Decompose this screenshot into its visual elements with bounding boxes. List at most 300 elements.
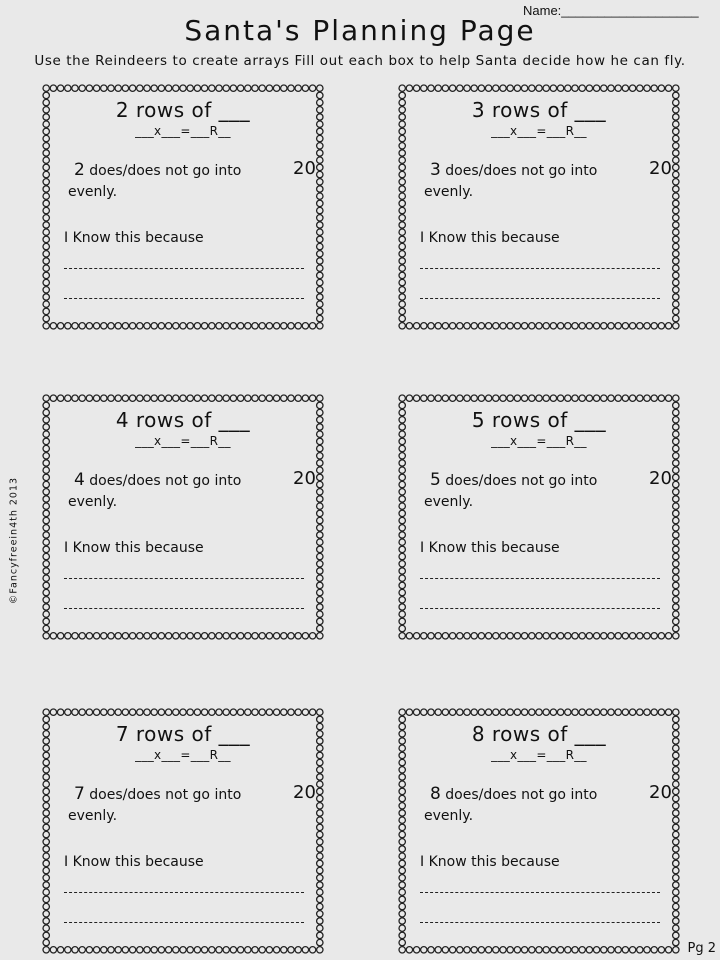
border-bead: [122, 709, 128, 715]
border-bead: [514, 323, 520, 329]
border-bead: [43, 889, 49, 895]
border-bead: [471, 709, 477, 715]
border-bead: [317, 85, 323, 91]
border-bead: [622, 323, 628, 329]
border-bead: [245, 395, 251, 401]
border-bead: [413, 395, 419, 401]
border-bead: [317, 460, 323, 466]
border-bead: [428, 947, 434, 953]
border-bead: [673, 474, 679, 480]
border-bead: [399, 867, 405, 873]
border-bead: [115, 323, 121, 329]
border-bead: [317, 308, 323, 314]
border-bead: [615, 323, 621, 329]
border-bead: [665, 947, 671, 953]
border-bead: [281, 633, 287, 639]
border-bead: [43, 911, 49, 917]
border-bead: [601, 633, 607, 639]
border-bead: [302, 85, 308, 91]
border-bead: [317, 236, 323, 242]
border-bead: [86, 323, 92, 329]
border-bead: [65, 323, 71, 329]
border-bead: [629, 947, 635, 953]
border-bead: [43, 164, 49, 170]
copyright-text: ©Fancyfreein4th 2013: [8, 476, 20, 605]
border-bead: [317, 575, 323, 581]
border-bead: [43, 395, 49, 401]
border-bead: [399, 258, 405, 264]
border-bead: [399, 918, 405, 924]
border-bead: [266, 947, 272, 953]
border-bead: [50, 709, 56, 715]
border-bead: [317, 925, 323, 931]
border-bead: [288, 947, 294, 953]
border-bead: [665, 85, 671, 91]
border-bead: [673, 625, 679, 631]
border-bead: [43, 265, 49, 271]
border-bead: [43, 525, 49, 531]
border-bead: [165, 85, 171, 91]
border-bead: [593, 709, 599, 715]
border-bead: [288, 709, 294, 715]
border-bead: [129, 633, 135, 639]
border-bead: [485, 395, 491, 401]
border-bead: [151, 947, 157, 953]
border-bead: [43, 839, 49, 845]
answer-line: [64, 608, 304, 609]
border-bead: [665, 633, 671, 639]
border-bead: [608, 85, 614, 91]
border-bead: [144, 323, 150, 329]
border-bead: [252, 633, 258, 639]
border-bead: [399, 947, 405, 953]
border-bead: [43, 788, 49, 794]
border-bead: [43, 315, 49, 321]
border-bead: [471, 85, 477, 91]
border-bead: [521, 633, 527, 639]
border-bead: [665, 709, 671, 715]
border-bead: [673, 925, 679, 931]
border-bead: [485, 947, 491, 953]
border-bead: [673, 279, 679, 285]
border-bead: [317, 215, 323, 221]
border-bead: [399, 503, 405, 509]
border-bead: [521, 947, 527, 953]
border-bead: [259, 633, 265, 639]
border-bead: [673, 222, 679, 228]
border-bead: [435, 85, 441, 91]
border-bead: [557, 947, 563, 953]
border-bead: [209, 395, 215, 401]
border-bead: [399, 193, 405, 199]
border-bead: [317, 251, 323, 257]
border-bead: [615, 633, 621, 639]
border-bead: [65, 395, 71, 401]
border-bead: [608, 947, 614, 953]
border-bead: [317, 207, 323, 213]
border-bead: [173, 947, 179, 953]
border-bead: [399, 589, 405, 595]
border-bead: [399, 489, 405, 495]
border-bead: [644, 947, 650, 953]
border-bead: [406, 395, 412, 401]
border-bead: [399, 633, 405, 639]
border-bead: [194, 323, 200, 329]
border-bead: [43, 517, 49, 523]
border-bead: [216, 395, 222, 401]
border-bead: [673, 817, 679, 823]
border-bead: [209, 633, 215, 639]
border-bead: [500, 395, 506, 401]
border-bead: [108, 395, 114, 401]
border-bead: [165, 709, 171, 715]
border-bead: [317, 553, 323, 559]
border-bead: [93, 85, 99, 91]
border-bead: [593, 947, 599, 953]
border-bead: [72, 323, 78, 329]
border-bead: [399, 810, 405, 816]
border-bead: [101, 323, 107, 329]
border-bead: [86, 947, 92, 953]
border-bead: [317, 164, 323, 170]
border-bead: [209, 947, 215, 953]
border-bead: [399, 467, 405, 473]
border-bead: [399, 525, 405, 531]
divisibility-statement: [74, 160, 241, 180]
border-bead: [266, 395, 272, 401]
border-bead: [608, 395, 614, 401]
border-bead: [673, 236, 679, 242]
border-bead: [673, 503, 679, 509]
border-bead: [673, 215, 679, 221]
border-bead: [194, 633, 200, 639]
border-bead: [399, 553, 405, 559]
border-bead: [615, 85, 621, 91]
border-bead: [317, 489, 323, 495]
answer-line: [64, 892, 304, 893]
border-bead: [43, 229, 49, 235]
border-bead: [399, 882, 405, 888]
border-bead: [79, 633, 85, 639]
border-bead: [673, 860, 679, 866]
border-bead: [399, 460, 405, 466]
border-bead: [302, 395, 308, 401]
border-bead: [572, 633, 578, 639]
border-bead: [180, 323, 186, 329]
border-bead: [399, 803, 405, 809]
border-bead: [151, 85, 157, 91]
border-bead: [209, 323, 215, 329]
border-bead: [637, 709, 643, 715]
border-bead: [187, 323, 193, 329]
border-bead: [673, 157, 679, 163]
border-bead: [79, 395, 85, 401]
equation-blank: ___x___=___R__: [135, 748, 231, 762]
border-bead: [521, 395, 527, 401]
border-bead: [187, 85, 193, 91]
border-bead: [493, 395, 499, 401]
reason-prompt: I Know this because: [64, 230, 204, 246]
border-bead: [237, 323, 243, 329]
border-bead: [406, 85, 412, 91]
border-bead: [79, 323, 85, 329]
border-bead: [399, 795, 405, 801]
border-bead: [644, 395, 650, 401]
border-bead: [180, 947, 186, 953]
border-bead: [151, 709, 157, 715]
border-bead: [281, 323, 287, 329]
border-bead: [317, 186, 323, 192]
border-bead: [399, 315, 405, 321]
border-bead: [43, 496, 49, 502]
border-bead: [317, 157, 323, 163]
border-bead: [572, 709, 578, 715]
border-bead: [629, 85, 635, 91]
border-bead: [43, 279, 49, 285]
border-bead: [317, 395, 323, 401]
border-bead: [317, 824, 323, 830]
divisor-number: 2: [74, 160, 85, 180]
border-bead: [615, 709, 621, 715]
border-bead: [673, 939, 679, 945]
dividend-number: 20: [293, 468, 316, 489]
border-bead: [673, 932, 679, 938]
border-bead: [449, 85, 455, 91]
border-bead: [43, 301, 49, 307]
border-bead: [223, 709, 229, 715]
border-bead: [288, 323, 294, 329]
border-bead: [673, 633, 679, 639]
border-bead: [317, 803, 323, 809]
border-bead: [485, 709, 491, 715]
border-bead: [216, 709, 222, 715]
border-bead: [399, 395, 405, 401]
border-bead: [514, 85, 520, 91]
border-bead: [137, 947, 143, 953]
border-bead: [43, 846, 49, 852]
border-bead: [579, 323, 585, 329]
border-bead: [317, 517, 323, 523]
border-bead: [237, 633, 243, 639]
border-bead: [565, 947, 571, 953]
border-bead: [43, 875, 49, 881]
border-bead: [673, 207, 679, 213]
border-bead: [158, 633, 164, 639]
border-bead: [406, 947, 412, 953]
border-bead: [543, 323, 549, 329]
equation-blank: ___x___=___R__: [135, 124, 231, 138]
border-bead: [457, 323, 463, 329]
border-bead: [252, 85, 258, 91]
border-bead: [317, 867, 323, 873]
border-bead: [72, 395, 78, 401]
border-bead: [317, 618, 323, 624]
border-bead: [223, 633, 229, 639]
border-bead: [399, 186, 405, 192]
border-bead: [673, 853, 679, 859]
card-heading: 5 rows of ___: [471, 408, 607, 432]
border-bead: [309, 395, 315, 401]
border-bead: [216, 85, 222, 91]
border-bead: [317, 817, 323, 823]
border-bead: [187, 947, 193, 953]
border-bead: [266, 85, 272, 91]
border-bead: [237, 85, 243, 91]
border-bead: [399, 143, 405, 149]
border-bead: [317, 788, 323, 794]
border-bead: [317, 633, 323, 639]
border-bead: [43, 882, 49, 888]
border-bead: [43, 611, 49, 617]
border-bead: [579, 947, 585, 953]
border-bead: [399, 150, 405, 156]
border-bead: [43, 795, 49, 801]
statement-text: does/does not go into: [440, 787, 598, 803]
border-bead: [43, 85, 49, 91]
border-bead: [57, 395, 63, 401]
border-bead: [317, 265, 323, 271]
border-bead: [601, 85, 607, 91]
border-bead: [317, 323, 323, 329]
border-bead: [108, 947, 114, 953]
border-bead: [86, 633, 92, 639]
border-bead: [288, 395, 294, 401]
worksheet-card: [42, 708, 324, 954]
border-bead: [399, 164, 405, 170]
border-bead: [201, 85, 207, 91]
answer-line: [64, 298, 304, 299]
border-bead: [673, 85, 679, 91]
border-bead: [317, 229, 323, 235]
border-bead: [428, 323, 434, 329]
border-bead: [673, 251, 679, 257]
border-bead: [536, 633, 542, 639]
border-bead: [129, 709, 135, 715]
border-bead: [79, 709, 85, 715]
border-bead: [43, 546, 49, 552]
border-bead: [579, 85, 585, 91]
border-bead: [317, 831, 323, 837]
border-bead: [413, 633, 419, 639]
evenly-text: evenly.: [68, 808, 118, 824]
border-bead: [593, 395, 599, 401]
border-bead: [57, 323, 63, 329]
border-bead: [673, 546, 679, 552]
border-bead: [536, 85, 542, 91]
border-bead: [93, 947, 99, 953]
border-bead: [317, 932, 323, 938]
card-heading: 4 rows of ___: [115, 408, 251, 432]
border-bead: [281, 709, 287, 715]
border-bead: [295, 709, 301, 715]
border-bead: [442, 709, 448, 715]
border-bead: [115, 633, 121, 639]
worksheet-card: [398, 394, 680, 640]
border-bead: [137, 709, 143, 715]
border-bead: [658, 709, 664, 715]
border-bead: [673, 896, 679, 902]
border-bead: [187, 633, 193, 639]
border-bead: [317, 911, 323, 917]
border-bead: [50, 323, 56, 329]
border-bead: [529, 709, 535, 715]
border-bead: [399, 496, 405, 502]
border-bead: [435, 709, 441, 715]
border-bead: [435, 395, 441, 401]
border-bead: [601, 947, 607, 953]
border-bead: [281, 947, 287, 953]
border-bead: [194, 709, 200, 715]
border-bead: [500, 947, 506, 953]
border-bead: [608, 709, 614, 715]
border-bead: [435, 323, 441, 329]
border-bead: [399, 575, 405, 581]
border-bead: [43, 222, 49, 228]
border-bead: [399, 939, 405, 945]
border-bead: [317, 453, 323, 459]
border-bead: [464, 323, 470, 329]
reason-prompt: I Know this because: [64, 854, 204, 870]
border-bead: [673, 243, 679, 249]
border-bead: [457, 633, 463, 639]
border-bead: [43, 251, 49, 257]
border-bead: [57, 709, 63, 715]
border-bead: [43, 510, 49, 516]
border-bead: [252, 395, 258, 401]
border-bead: [317, 467, 323, 473]
border-bead: [317, 709, 323, 715]
border-bead: [673, 510, 679, 516]
border-bead: [137, 85, 143, 91]
border-bead: [464, 633, 470, 639]
border-bead: [457, 709, 463, 715]
border-bead: [43, 553, 49, 559]
border-bead: [521, 85, 527, 91]
border-bead: [464, 85, 470, 91]
reason-prompt: I Know this because: [420, 230, 560, 246]
border-bead: [644, 633, 650, 639]
border-bead: [317, 860, 323, 866]
border-bead: [173, 323, 179, 329]
border-bead: [673, 315, 679, 321]
border-bead: [673, 496, 679, 502]
border-bead: [317, 604, 323, 610]
border-bead: [442, 947, 448, 953]
border-bead: [485, 323, 491, 329]
page-title: Santa's Planning Page: [184, 14, 536, 47]
border-bead: [673, 824, 679, 830]
border-bead: [399, 604, 405, 610]
border-bead: [673, 589, 679, 595]
border-bead: [550, 85, 556, 91]
border-bead: [194, 947, 200, 953]
instructions: Use the Reindeers to create arrays Fill out each box to help Santa decide how he can fly.: [34, 53, 686, 69]
border-bead: [144, 633, 150, 639]
border-bead: [673, 582, 679, 588]
border-bead: [151, 395, 157, 401]
border-bead: [50, 947, 56, 953]
border-bead: [651, 85, 657, 91]
reason-prompt: I Know this because: [420, 854, 560, 870]
border-bead: [622, 633, 628, 639]
answer-line: [420, 892, 660, 893]
border-bead: [317, 625, 323, 631]
border-bead: [317, 279, 323, 285]
border-bead: [43, 467, 49, 473]
border-bead: [259, 323, 265, 329]
border-bead: [507, 85, 513, 91]
border-bead: [43, 810, 49, 816]
